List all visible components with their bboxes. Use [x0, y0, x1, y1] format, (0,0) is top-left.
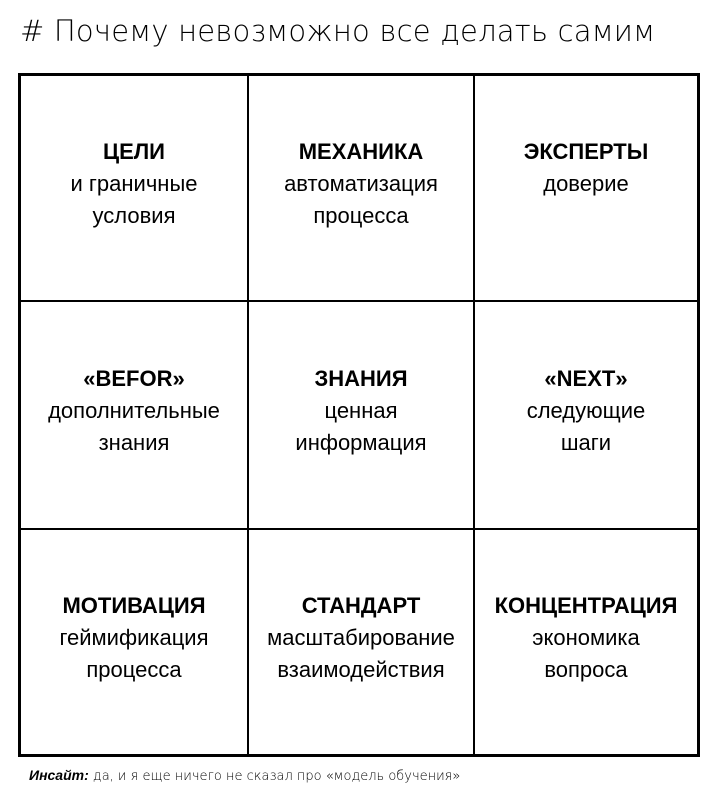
- cell-subtitle-line: процесса: [86, 657, 182, 682]
- cell-subtitle-line: масштабирование: [267, 625, 455, 650]
- cell-title: СТАНДАРТ: [301, 593, 421, 618]
- cell-subtitle-line: дополнительные: [48, 398, 220, 423]
- cell-title: ЦЕЛИ: [103, 139, 165, 164]
- cell-title: «BEFOR»: [83, 366, 185, 391]
- cell-subtitle-line: экономика: [532, 625, 640, 650]
- cell-title: ЭКСПЕРТЫ: [523, 139, 649, 164]
- cell-subtitle-line: вопроса: [544, 657, 628, 682]
- grid-cell-experts: [475, 76, 697, 302]
- cell-subtitle-line: процесса: [313, 203, 409, 228]
- cell-title: ЗНАНИЯ: [314, 366, 408, 391]
- cell-subtitle-line: доверие: [543, 171, 629, 196]
- cell-title: МЕХАНИКА: [298, 139, 424, 164]
- cell-title: КОНЦЕНТРАЦИЯ: [494, 593, 678, 618]
- cell-title: МОТИВАЦИЯ: [62, 593, 206, 618]
- cell-subtitle-line: автоматизация: [284, 171, 438, 196]
- cell-subtitle-line: и граничные: [70, 171, 198, 196]
- cell-subtitle-line: информация: [295, 430, 427, 455]
- grid-cell-concentration: [475, 530, 697, 754]
- cell-subtitle-line: знания: [98, 430, 170, 455]
- cell-subtitle-line: геймификация: [59, 625, 209, 650]
- cell-subtitle-line: следующие: [526, 398, 646, 423]
- grid-cell-standard: [249, 530, 475, 754]
- cell-title: «NEXT»: [544, 366, 628, 391]
- grid-cell-befor: [21, 302, 249, 530]
- cell-subtitle-line: взаимодействия: [277, 657, 445, 682]
- grid-cell-knowledge: [249, 302, 475, 530]
- cell-subtitle-line: условия: [92, 203, 176, 228]
- grid-cell-next: [475, 302, 697, 530]
- insight-label: Инсайт:: [29, 767, 89, 783]
- insight-text: да, и я еще ничего не сказал про «модель обучения»: [88, 769, 461, 784]
- grid-cell-motivation: [21, 530, 249, 754]
- cell-subtitle-line: ценная: [324, 398, 398, 423]
- insight-footnote: [29, 766, 460, 786]
- nine-cell-grid: [18, 73, 700, 757]
- cell-subtitle-line: [583, 200, 589, 232]
- page-title: # Почему невозможно все делать самим: [20, 14, 656, 48]
- grid-cell-goals: [21, 76, 249, 302]
- grid-cell-mechanics: [249, 76, 475, 302]
- cell-subtitle-line: шаги: [560, 430, 612, 455]
